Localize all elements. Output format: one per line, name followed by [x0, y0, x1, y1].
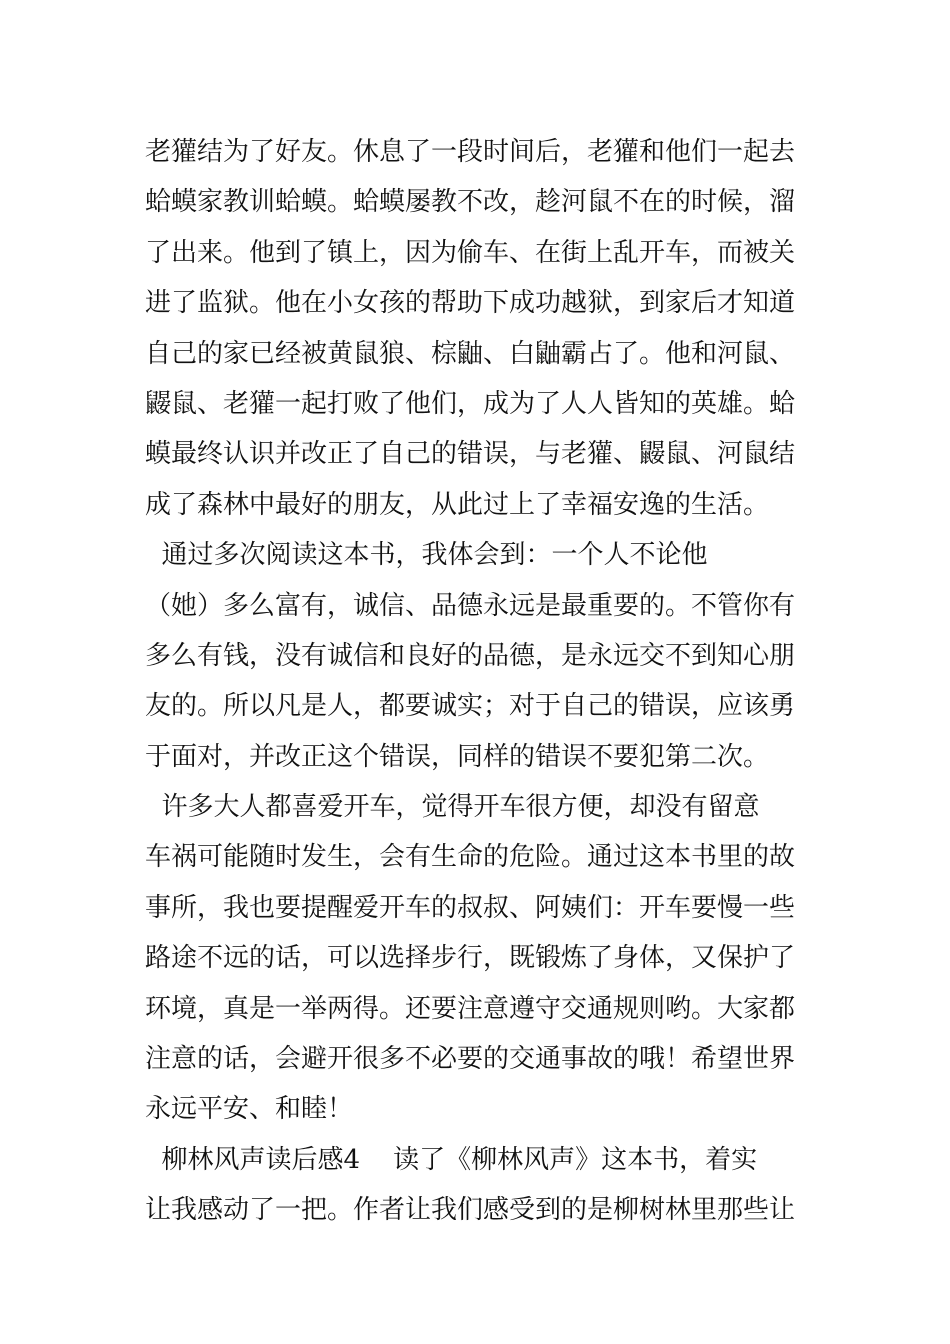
text-line: 友的。所以凡是人，都要诚实；对于自己的错误，应该勇 — [145, 691, 796, 722]
text-line: 车祸可能随时发生，会有生命的危险。通过这本书里的故 — [145, 842, 796, 873]
text-line: 自己的家已经被黄鼠狼、棕鼬、白鼬霸占了。他和河鼠、 — [145, 338, 796, 369]
text-line: 永远平安、和睦！ — [145, 1094, 354, 1125]
body-text — [145, 127, 815, 1236]
text-line: 了出来。他到了镇上，因为偷车、在街上乱开车，而被关 — [145, 237, 796, 268]
text-line: 柳林风声读后感4 读了《柳林风声》这本书，着实 — [145, 1144, 758, 1175]
text-line: 成了森林中最好的朋友，从此过上了幸福安逸的生活。 — [145, 489, 770, 520]
text-line: 于面对，并改正这个错误，同样的错误不要犯第二次。 — [145, 741, 770, 772]
text-line: 让我感动了一把。作者让我们感受到的是柳树林里那些让 — [145, 1195, 796, 1226]
text-line: 鼹鼠、老獾一起打败了他们，成为了人人皆知的英雄。蛤 — [145, 388, 796, 419]
text-line: 事所，我也要提醒爱开车的叔叔、阿姨们：开车要慢一些 — [145, 892, 796, 923]
text-line: 老獾结为了好友。休息了一段时间后，老獾和他们一起去 — [145, 137, 796, 167]
text-line: 多么有钱，没有诚信和良好的品德，是永远交不到知心朋 — [145, 640, 796, 671]
text-line: 环境，真是一举两得。还要注意遵守交通规则哟。大家都 — [145, 993, 796, 1024]
text-line: （她）多么富有，诚信、品德永远是最重要的。不管你有 — [145, 590, 796, 621]
text-line: 路途不远的话，可以选择步行，既锻炼了身体，又保护了 — [145, 943, 796, 974]
text-line: 注意的话，会避开很多不必要的交通事故的哦！希望世界 — [145, 1044, 796, 1075]
text-line: 通过多次阅读这本书，我体会到：一个人不论他 — [145, 540, 708, 571]
text-line: 蛤蟆家教训蛤蟆。蛤蟆屡教不改，趁河鼠不在的时候，溜 — [145, 187, 796, 218]
text-line: 许多大人都喜爱开车，觉得开车很方便，却没有留意 — [145, 792, 760, 823]
text-line: 进了监狱。他在小女孩的帮助下成功越狱，到家后才知道 — [145, 288, 796, 319]
text-line: 蟆最终认识并改正了自己的错误，与老獾、鼹鼠、河鼠结 — [145, 439, 796, 470]
